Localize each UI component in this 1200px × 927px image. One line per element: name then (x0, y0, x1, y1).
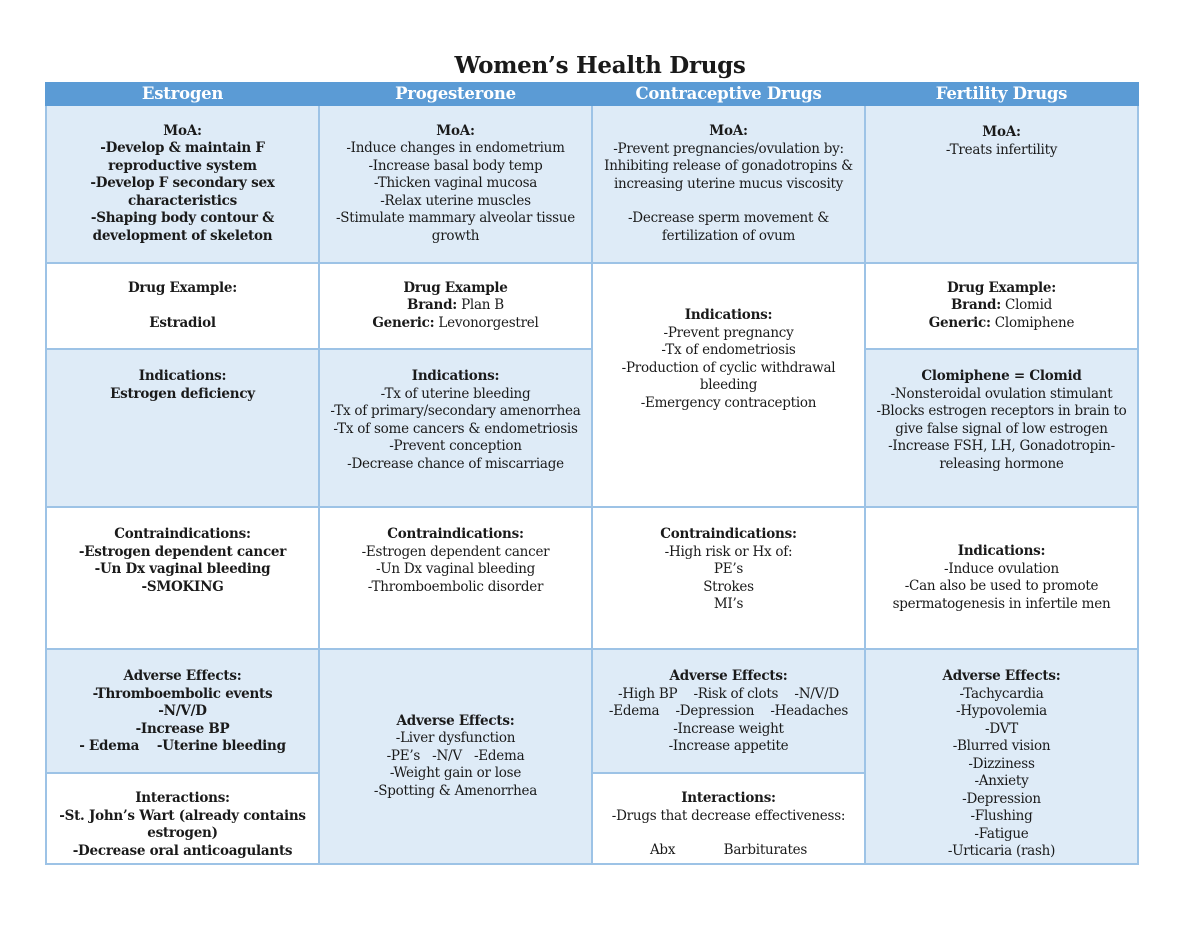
spacer (599, 429, 858, 446)
estrogen-adverse-item: -N/V/D (158, 703, 207, 719)
contraindications-row (46, 507, 1138, 649)
progesterone-contra-item: -Thromboembolic disorder (367, 578, 544, 595)
contraceptive-adverse-item: -Increase weight (673, 720, 784, 737)
progesterone-adverse-item: -PE’s -N/V -Edema (386, 747, 525, 764)
estrogen-ind-item: Estrogen deficiency (110, 385, 255, 402)
fertility-adverse-item: -Urticaria (rash) (947, 843, 1056, 859)
estrogen-inter-title: Interactions: (135, 790, 230, 807)
fertility-adverse-item: -Flushing (970, 808, 1033, 824)
header-estrogen: Estrogen (46, 83, 319, 105)
contraceptive-ind-item: -Tx of endometriosis (661, 342, 796, 358)
fertility-adverse-item: -Blurred vision (952, 738, 1051, 754)
drug-example-row (46, 263, 1138, 349)
contraceptive-moa-item: -Decrease sperm movement & fertilization of ovum (627, 210, 834, 244)
progesterone-ind-item: -Tx of uterine bleeding (380, 385, 531, 402)
contraceptive-ind-item: -Emergency contraception (640, 394, 817, 411)
estrogen-contra-cell (46, 507, 319, 649)
estrogen-contra-title: Contraindications: (114, 526, 251, 542)
progesterone-contra-item: -Un Dx vaginal bleeding (375, 561, 536, 577)
progesterone-adverse-item: -Weight gain or lose (389, 765, 522, 781)
contraceptive-contra-item: MI’s (713, 596, 744, 612)
contraceptive-contra-item: Strokes (703, 578, 754, 595)
fertility-adverse-item: -Fatigue (974, 825, 1029, 842)
brand-name: Plan B (457, 297, 504, 314)
fertility-adverse-title: Adverse Effects: (942, 668, 1061, 684)
progesterone-moa-cell (319, 105, 592, 263)
progesterone-moa-item: -Stimulate mammary alveolar tissue growth (336, 210, 580, 244)
estrogen-adverse-title: Adverse Effects: (123, 668, 242, 684)
progesterone-moa-item: -Relax uterine muscles (380, 192, 531, 209)
fertility-adverse-item: -Tachycardia (959, 685, 1044, 702)
progesterone-ind-item: -Decrease chance of miscarriage (347, 455, 564, 472)
estrogen-moa-item: -Shaping body contour & development of skeleton (90, 210, 279, 244)
fertility-drug-cell (865, 263, 1138, 349)
estrogen-interactions-cell (46, 773, 319, 863)
contraceptive-adverse-item: -Edema -Depression -Headaches (608, 703, 849, 719)
fertility-clom-title: Clomiphene = Clomid (921, 368, 1082, 384)
estrogen-contra-item: -SMOKING (141, 578, 224, 595)
fertility-clom-item: -Increase FSH, LH, Gonadotropin-releasing hormone (888, 438, 1115, 472)
header-fertility: Fertility Drugs (865, 83, 1138, 105)
progesterone-indications-cell (319, 349, 592, 507)
fertility-indications-cell (865, 507, 1138, 649)
estrogen-drug-name: Estradiol (149, 314, 216, 331)
progesterone-moa-item: -Induce changes in endometrium (346, 140, 565, 157)
estrogen-contra-item: -Estrogen dependent cancer (78, 543, 287, 560)
estrogen-contra-item: -Un Dx vaginal bleeding (94, 561, 271, 577)
contraceptive-moa-item: Inhibiting release of gonadotropins & increasing uterine mucus viscosity (604, 158, 857, 192)
contraceptive-adverse-cell (592, 649, 865, 773)
generic-label: Generic: (928, 314, 991, 331)
generic-name: Clomiphene (990, 314, 1075, 331)
progesterone-moa-item: -Thicken vaginal mucosa (373, 175, 538, 192)
contraceptive-moa-item: -Prevent pregnancies/ovulation by: (613, 140, 844, 157)
estrogen-adverse-item: -Thromboembolic events (92, 685, 273, 702)
brand-label: Brand: (407, 297, 458, 314)
fertility-ind-item: -Can also be used to promote spermatogenesis in infertile men (892, 578, 1111, 612)
contraceptive-indications-cell (592, 263, 865, 507)
spacer (599, 193, 858, 210)
progesterone-drug-title: Drug Example (403, 279, 508, 296)
progesterone-adverse-title: Adverse Effects: (396, 712, 515, 729)
contraceptive-inter-drugs: Abx Barbiturates (649, 842, 808, 859)
contraceptive-contra-item: PE’s (713, 561, 744, 577)
estrogen-moa-cell (46, 105, 319, 263)
spacer (599, 412, 858, 429)
fertility-clom-item: -Nonsteroidal ovulation stimulant (890, 385, 1113, 402)
header-contraceptive: Contraceptive Drugs (592, 83, 865, 105)
fertility-drug-title: Drug Example: (946, 279, 1057, 296)
fertility-clomiphene-cell (865, 349, 1138, 507)
progesterone-adverse-cell (319, 649, 592, 864)
progesterone-drug-cell (319, 263, 592, 349)
page-title: Women’s Health Drugs (454, 52, 746, 79)
progesterone-ind-item: -Tx of some cancers & endometriosis (333, 420, 578, 437)
moa-row (46, 105, 1138, 263)
spacer (53, 298, 312, 315)
progesterone-ind-title: Indications: (411, 368, 500, 384)
fertility-moa-item: -Treats infertility (945, 141, 1058, 158)
contraceptive-adverse-item: -High BP -Risk of clots -N/V/D (618, 685, 839, 702)
adverse-row (46, 649, 1138, 773)
progesterone-ind-item: -Tx of primary/secondary amenorrhea (330, 403, 581, 419)
estrogen-ind-title: Indications: (138, 368, 227, 384)
fertility-moa-cell (865, 105, 1138, 263)
estrogen-inter-item: -Decrease oral anticoagulants (72, 842, 293, 859)
contraceptive-contra-item: -High risk or Hx of: (664, 543, 793, 560)
contraceptive-contra-title: Contraindications: (660, 526, 797, 542)
contraceptive-ind-item: -Prevent pregnancy (663, 324, 794, 341)
brand-label: Brand: (950, 297, 1001, 314)
estrogen-drug-title: Drug Example: (127, 280, 238, 296)
fertility-adverse-cell (865, 649, 1138, 864)
progesterone-adverse-item: -Liver dysfunction (395, 730, 516, 746)
contraceptive-ind-title: Indications: (684, 307, 773, 323)
fertility-ind-item: -Induce ovulation (944, 560, 1059, 577)
header-progesterone: Progesterone (319, 83, 592, 105)
estrogen-adverse-item: - Edema -Uterine bleeding (79, 738, 286, 754)
estrogen-inter-item: -St. John’s Wart (already contains estrogen) (59, 807, 311, 842)
progesterone-contra-item: -Estrogen dependent cancer (361, 543, 550, 560)
fertility-adverse-item: -Dizziness (968, 755, 1035, 772)
estrogen-adverse-item: -Increase BP (135, 720, 230, 737)
fertility-ind-title: Indications: (957, 543, 1046, 559)
contraceptive-ind-item: -Production of cyclic withdrawal bleeding (621, 359, 840, 393)
contraceptive-interactions-cell (592, 773, 865, 863)
fertility-clom-item: -Blocks estrogen receptors in brain to give false signal of low estrogen (876, 403, 1131, 437)
spacer (599, 825, 858, 842)
estrogen-moa-item: -Develop & maintain F reproductive system (100, 140, 270, 174)
progesterone-moa-title: MoA: (436, 122, 475, 139)
header-row (46, 83, 1138, 105)
progesterone-ind-item: -Prevent conception (389, 438, 522, 454)
estrogen-moa-title: MoA: (163, 122, 202, 139)
progesterone-adverse-item: -Spotting & Amenorrhea (373, 782, 538, 799)
progesterone-moa-item: -Increase basal body temp (368, 157, 543, 174)
progesterone-contra-title: Contraindications: (387, 526, 524, 542)
drug-table (45, 82, 1139, 865)
generic-name: Levonorgestrel (434, 314, 539, 331)
estrogen-moa-item: -Develop F secondary sex characteristics (90, 175, 280, 209)
estrogen-drug-cell (46, 263, 319, 349)
fertility-moa-title: MoA: (982, 124, 1021, 140)
estrogen-adverse-cell (46, 649, 319, 773)
fertility-adverse-item: -Depression (962, 790, 1041, 807)
contraceptive-inter-title: Interactions: (681, 790, 776, 807)
contraceptive-inter-item: -Drugs that decrease effectiveness: (611, 807, 846, 824)
contraceptive-moa-cell (592, 105, 865, 263)
generic-label: Generic: (372, 314, 435, 331)
contraceptive-adverse-title: Adverse Effects: (669, 668, 788, 684)
spacer (599, 446, 858, 463)
fertility-adverse-item: -Anxiety (974, 773, 1029, 789)
brand-name: Clomid (1000, 297, 1053, 314)
contraceptive-adverse-item: -Increase appetite (668, 738, 789, 754)
fertility-adverse-item: -DVT (985, 720, 1018, 737)
estrogen-indications-cell (46, 349, 319, 507)
fertility-adverse-item: -Hypovolemia (956, 703, 1047, 719)
contraceptive-moa-title: MoA: (709, 123, 748, 139)
progesterone-contra-cell (319, 507, 592, 649)
contraceptive-contra-cell (592, 507, 865, 649)
